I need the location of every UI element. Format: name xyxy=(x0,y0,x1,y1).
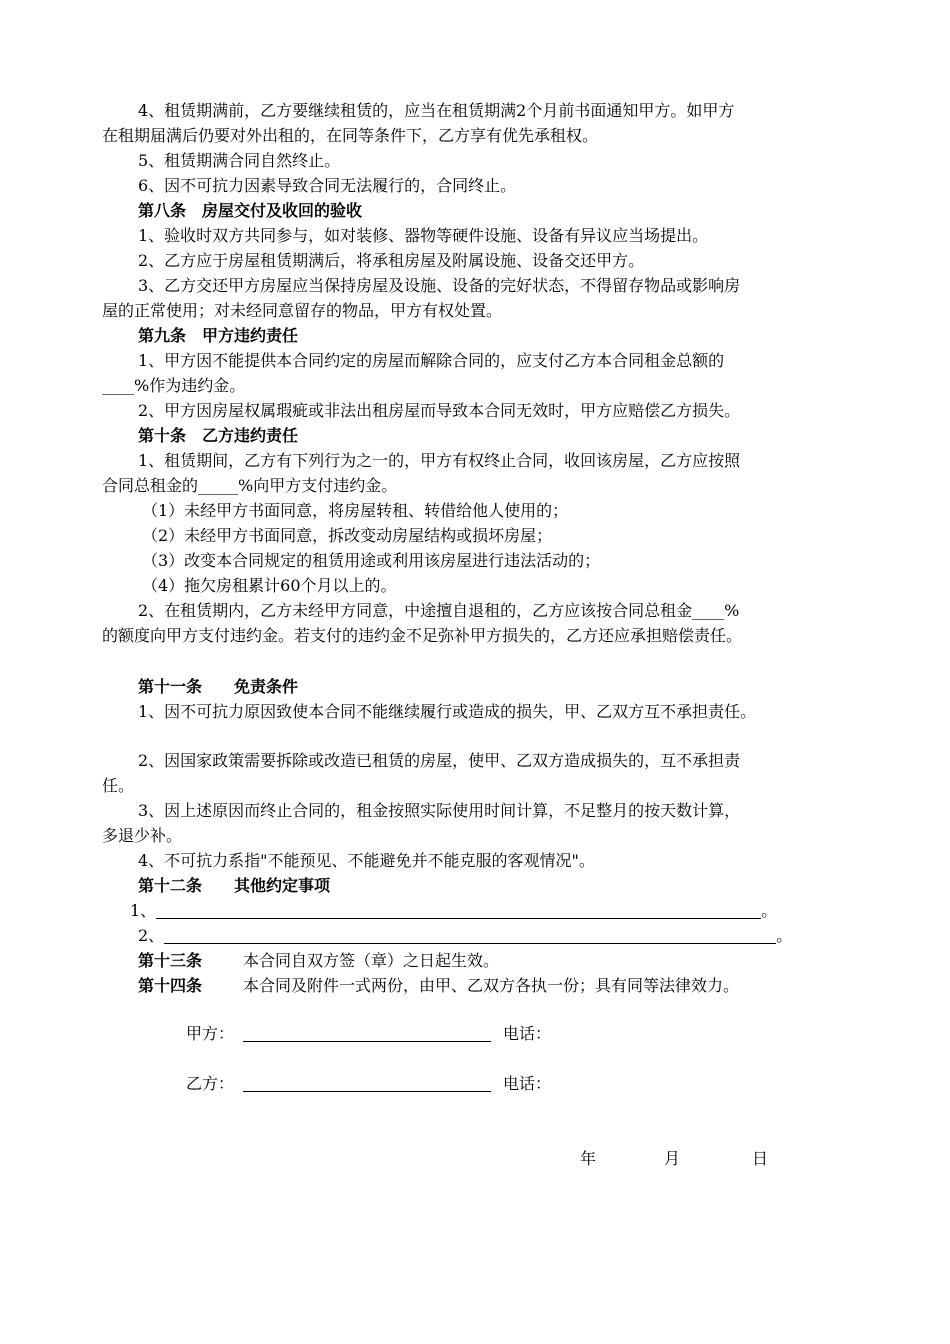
item-number: 1、 xyxy=(130,901,157,920)
paragraph-line: 1、因不可抗力原因致使本合同不能继续履行或造成的损失，甲、乙双方互不承担责任。 xyxy=(138,702,757,721)
article-heading: 第十二条 其他约定事项 xyxy=(138,876,331,895)
paragraph-line: 任。 xyxy=(102,776,135,795)
paragraph-line: 2、甲方因房屋权属瑕疵或非法出租房屋而导致本合同无效时，甲方应赔偿乙方损失。 xyxy=(138,401,741,420)
paragraph-line: 3、乙方交还甲方房屋应当保持房屋及设施、设备的完好状态，不得留存物品或影响房 xyxy=(138,276,741,295)
party-b-blank xyxy=(243,1072,491,1096)
fill-in-blank xyxy=(156,902,761,919)
article-heading: 第八条 房屋交付及收回的验收 xyxy=(138,201,363,220)
article-heading: 第九条 甲方违约责任 xyxy=(138,326,299,345)
date-year: 年 xyxy=(580,1149,597,1168)
clause-line xyxy=(102,974,739,998)
party-a-blank xyxy=(243,1022,491,1046)
paragraph-line: ____%作为违约金。 xyxy=(102,376,246,395)
article-heading: 第十一条 免责条件 xyxy=(138,677,299,696)
paragraph-line: 5、租赁期满合同自然终止。 xyxy=(138,151,341,170)
other-agreement-item xyxy=(102,899,777,923)
party-a-phone-label: 电话： xyxy=(503,1024,552,1043)
paragraph-line: 1、甲方因不能提供本合同约定的房屋而解除合同的，应支付乙方本合同租金总额的 xyxy=(138,351,725,370)
paragraph-line: 6、因不可抗力因素导致合同无法履行的，合同终止。 xyxy=(138,176,517,195)
paragraph-line: 在租期届满后仍要对外出租的，在同等条件下，乙方享有优先承租权。 xyxy=(102,126,599,145)
date-day: 日 xyxy=(752,1149,769,1168)
paragraph-line: 的额度向甲方支付违约金。若支付的违约金不足弥补甲方损失的，乙方还应承担赔偿责任。 xyxy=(102,626,743,645)
paragraph-line: 4、租赁期满前，乙方要继续租赁的，应当在租赁期满2个月前书面通知甲方。如甲方 xyxy=(138,101,735,120)
paragraph-line: （3）改变本合同规定的租赁用途或利用该房屋进行违法活动的； xyxy=(142,551,601,570)
fill-in-blank xyxy=(164,927,776,944)
paragraph-line: 4、不可抗力系指"不能预见、不能避免并不能克服的客观情况"。 xyxy=(138,851,595,870)
paragraph-line: 屋的正常使用；对未经同意留存的物品，甲方有权处置。 xyxy=(102,301,503,320)
paragraph-line: 1、验收时双方共同参与，如对装修、器物等硬件设施、设备有异议应当场提出。 xyxy=(138,226,709,245)
article-heading: 第十条 乙方违约责任 xyxy=(138,426,299,445)
item-end: 。 xyxy=(761,901,778,920)
party-a-label: 甲方： xyxy=(186,1024,235,1043)
paragraph-line: （1）未经甲方书面同意，将房屋转租、转借给他人使用的； xyxy=(142,501,569,520)
paragraph-line: 2、因国家政策需要拆除或改造已租赁的房屋，使甲、乙双方造成损失的，互不承担责 xyxy=(138,751,741,770)
date-month: 月 xyxy=(664,1149,681,1168)
clause-label: 第十三条 xyxy=(138,951,203,970)
party-b-phone-label: 电话： xyxy=(503,1074,552,1093)
paragraph-line: 多退少补。 xyxy=(102,826,183,845)
clause-line xyxy=(102,949,499,973)
party-b-label: 乙方： xyxy=(186,1074,235,1093)
clause-label: 第十四条 xyxy=(138,976,203,995)
paragraph-line: 合同总租金的_____%向甲方支付违约金。 xyxy=(102,476,398,495)
paragraph-line: （4）拖欠房租累计60个月以上的。 xyxy=(142,576,397,595)
paragraph-line: 2、乙方应于房屋租赁期满后，将承租房屋及附属设施、设备交还甲方。 xyxy=(138,251,645,270)
paragraph-line: （2）未经甲方书面同意，拆改变动房屋结构或损坏房屋； xyxy=(142,526,553,545)
paragraph-line: 1、租赁期间，乙方有下列行为之一的，甲方有权终止合同，收回该房屋，乙方应按照 xyxy=(138,451,741,470)
clause-text: 本合同及附件一式两份，由甲、乙双方各执一份；具有同等法律效力。 xyxy=(243,976,740,995)
item-end: 。 xyxy=(776,926,793,945)
paragraph-line: 2、在租赁期内，乙方未经甲方同意，中途擅自退租的，乙方应该按合同总租金____% xyxy=(138,601,740,620)
other-agreement-item xyxy=(102,924,792,948)
paragraph-line: 3、因上述原因而终止合同的，租金按照实际使用时间计算，不足整月的按天数计算， xyxy=(138,801,741,820)
item-number: 2、 xyxy=(138,926,165,945)
clause-text: 本合同自双方签（章）之日起生效。 xyxy=(243,951,500,970)
